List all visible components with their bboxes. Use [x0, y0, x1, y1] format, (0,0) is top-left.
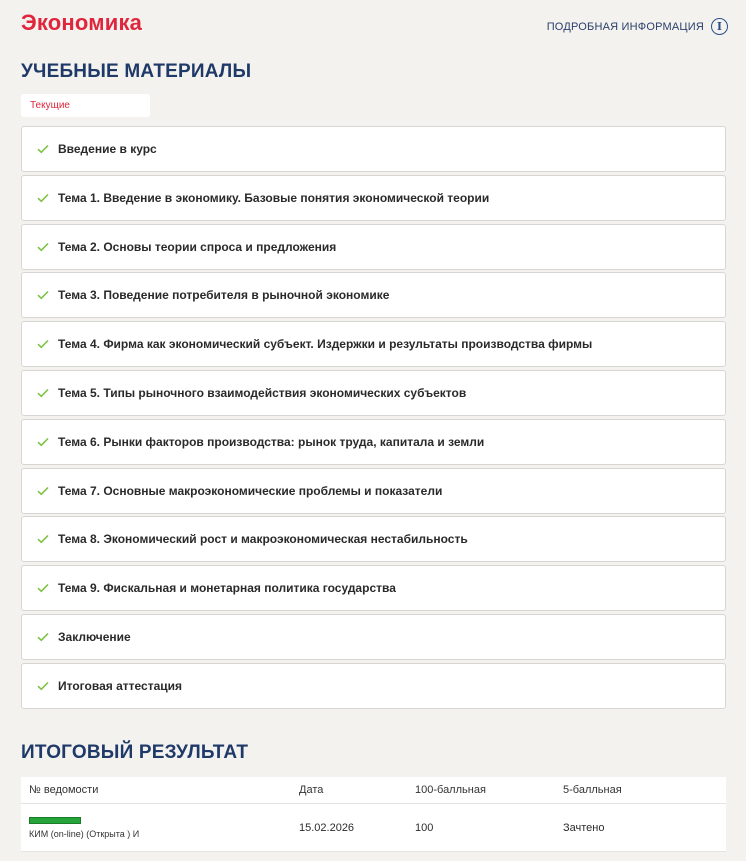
material-item-label: Введение в курс: [58, 142, 157, 156]
column-header-sheet: № ведомости: [29, 784, 99, 796]
material-item-label: Тема 8. Экономический рост и макроэкономическая нестабильность: [58, 532, 468, 547]
column-header-date: Дата: [299, 784, 324, 796]
sheet-cell: [21, 817, 299, 839]
material-item-label: Тема 1. Введение в экономику. Базовые понятия экономической теории: [58, 190, 490, 205]
column-header-score5: 5-балльная: [563, 784, 622, 796]
more-info-link[interactable]: [547, 18, 728, 35]
table-header-row: [21, 777, 726, 804]
material-item[interactable]: [21, 126, 726, 172]
material-item[interactable]: [21, 614, 726, 660]
tab-current[interactable]: Текущие: [21, 94, 150, 117]
material-item-label: Тема 2. Основы теории спроса и предложения: [58, 239, 337, 254]
score5-cell: Зачтено: [563, 821, 605, 834]
material-item[interactable]: [21, 516, 726, 562]
sheet-name: КИМ (on-line) (Открыта ) И: [29, 828, 140, 839]
result-heading: ИТОГОВЫЙ РЕЗУЛЬТАТ: [21, 742, 249, 763]
material-item-label: Итоговая аттестация: [58, 678, 182, 693]
check-icon: [37, 632, 49, 642]
result-table: [21, 777, 726, 852]
material-item-label: Тема 3. Поведение потребителя в рыночной экономике: [58, 288, 390, 303]
material-item[interactable]: [21, 663, 726, 709]
score100-cell: 100: [415, 821, 434, 834]
more-info-label: ПОДРОБНАЯ ИНФОРМАЦИЯ: [546, 20, 704, 33]
column-header-score100: 100-балльная: [415, 784, 486, 796]
check-icon: [37, 242, 49, 252]
table-row: [21, 804, 726, 852]
material-item[interactable]: [21, 468, 726, 514]
material-item-label: Тема 9. Фискальная и монетарная политика государства: [58, 581, 396, 596]
check-icon: [37, 437, 49, 447]
material-item[interactable]: [21, 321, 726, 367]
check-icon: [37, 534, 49, 544]
check-icon: [37, 681, 49, 691]
check-icon: [37, 290, 49, 300]
check-icon: [37, 339, 49, 349]
material-item[interactable]: [21, 272, 726, 318]
materials-list: [21, 126, 726, 712]
info-icon: I: [711, 18, 728, 35]
course-title: Экономика: [21, 10, 143, 35]
material-item-label: Тема 5. Типы рыночного взаимодействия экономических субъектов: [58, 385, 467, 400]
material-item[interactable]: [21, 419, 726, 465]
check-icon: [37, 388, 49, 398]
material-item[interactable]: [21, 224, 726, 270]
material-item-label: Тема 7. Основные макроэкономические проблемы и показатели: [58, 483, 443, 498]
material-item[interactable]: [21, 175, 726, 221]
material-item[interactable]: [21, 565, 726, 611]
check-icon: [37, 193, 49, 203]
check-icon: [37, 144, 49, 154]
check-icon: [37, 486, 49, 496]
materials-heading: УЧЕБНЫЕ МАТЕРИАЛЫ: [21, 61, 252, 82]
check-icon: [37, 583, 49, 593]
status-bar: [29, 817, 81, 824]
material-item-label: Тема 4. Фирма как экономический субъект. Издержки и результаты производства фирмы: [58, 337, 593, 352]
material-item-label: Заключение: [58, 629, 131, 644]
material-item[interactable]: [21, 370, 726, 416]
date-cell: 15.02.2026: [299, 821, 355, 834]
material-item-label: Тема 6. Рынки факторов производства: рынок труда, капитала и земли: [58, 434, 485, 449]
